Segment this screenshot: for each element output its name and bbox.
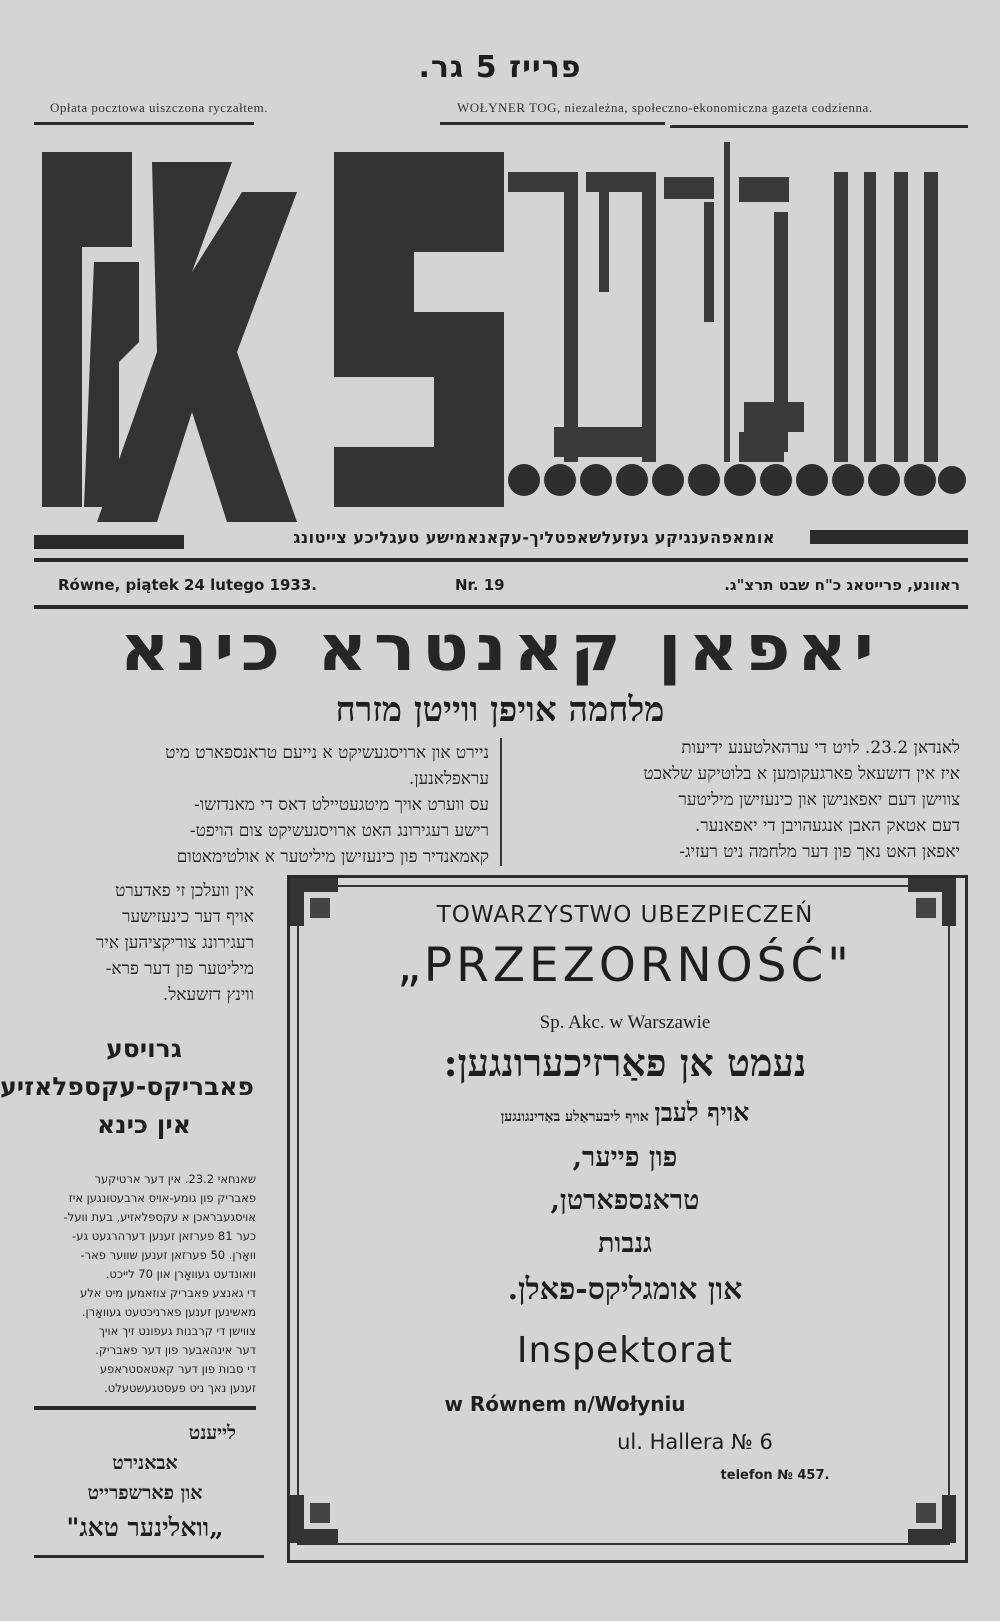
ad-street: ul. Hallera № 6 <box>617 1430 773 1454</box>
ad-yiddish-5: גנבות <box>597 1228 653 1259</box>
article-line: עס ווערט אויך מיטגעטיילט דאס די מאנדזשו- <box>194 795 489 815</box>
article-line: מיליטער פון דער פרא- <box>105 959 254 979</box>
article-line: רעגירונג צוריקציהען איר <box>96 933 254 953</box>
ad-phone: telefon № 457. <box>720 1468 830 1483</box>
ad-yiddish-1: נעמט אן פאַרזיכערונגען: <box>443 1040 807 1085</box>
tagline: WOŁYNER TOG, niezależna, społeczno-ekonomiczna gazeta codzienna. <box>457 100 873 115</box>
masthead-logo <box>34 142 968 522</box>
promo-line: „וואלינער טאג" <box>66 1513 224 1542</box>
ad-city: w Równem n/Wołyniu <box>444 1392 686 1416</box>
subheadline: מלחמה אויפן ווייטן מזרח <box>335 690 665 730</box>
headline: יאפאן קאנטרא כינא <box>119 612 881 686</box>
article-line: אין וועלכן זי פאדערט <box>115 881 254 901</box>
ornament-bar <box>34 535 184 549</box>
corner-ornament-icon <box>290 1495 338 1543</box>
side-news-line: מאשינען זענען פארניכטעט געוואָרן. <box>81 1305 256 1319</box>
side-news-title: גרויסע פאבריקס-עקספלאזיע אין כינא <box>0 1034 254 1139</box>
side-news-line: צווישן די קרבנות געפונט זיך אויך <box>98 1324 256 1338</box>
ad-yiddish-3: פון פייער, <box>572 1142 678 1173</box>
article-left-column <box>34 740 489 870</box>
subtitle: אומאפהענגיקע געזעלשאפטליך-עקאנאמישע טעגליכע צייטונג <box>293 528 775 547</box>
rule <box>34 605 968 609</box>
price-label: פרייז 5 גר. <box>418 50 582 85</box>
side-news-line: דער אינהאבער פון דער פאבריק. <box>95 1343 256 1357</box>
article-line: איז אין דזשעאל פארגעקומען א בלוטיקע שלאכט <box>643 764 960 784</box>
rule <box>440 122 665 125</box>
article-line: רישע רעגירונג האט ארויסגעשיקט צום הויפט- <box>189 821 489 841</box>
promo-line: אבאנירט <box>112 1452 178 1474</box>
article-continuation <box>34 878 254 1008</box>
column-divider <box>500 738 502 866</box>
article-line: דעם אטאק האבן אנגעהויבן די יאפאנער. <box>694 816 960 836</box>
side-news-body <box>34 1170 256 1398</box>
rule <box>34 1406 256 1410</box>
ad-yiddish-2 <box>310 1098 940 1128</box>
ad-yiddish-6: און אומגליקס-פאלן. <box>507 1272 743 1307</box>
side-news-line: זענען נאך ניט פעסטגעשטעלט. <box>104 1381 256 1395</box>
article-line: אויף דער כינעזישער <box>122 907 254 927</box>
promo-line: און פארשפרייט <box>87 1482 203 1504</box>
ornament-bar <box>810 530 968 544</box>
article-line: ווינץ דזשעאל. <box>162 985 254 1005</box>
promo-line: לייענט <box>188 1422 236 1444</box>
article-line: צווישן דעם יאפאנישן און כינעזישן מיליטער <box>678 790 960 810</box>
article-line: יאפאן האט נאך פון דער מלחמה ניט רעזיג- <box>679 842 960 862</box>
side-news-line: וואָרן. 50 פערזאן זענען שווער פאר- <box>80 1248 256 1262</box>
ad-terms: אויף ליבעראַלע באַדינגונגען <box>500 1109 649 1125</box>
article-line: קאמאנדיר פון כינעזישן מיליטער א אולטימאטום <box>176 847 489 867</box>
rule <box>34 558 968 562</box>
side-news-line: אויסגעבראכן א עקספלאזיע, בעת וועל- <box>63 1210 256 1224</box>
rule <box>34 1555 264 1558</box>
corner-ornament-icon <box>908 1495 956 1543</box>
ad-sub: Sp. Akc. w Warszawie <box>539 1012 711 1033</box>
ad-name: „PRZEZORNOŚĆ" <box>397 938 853 993</box>
side-news-line: וואונדעט געוואָרן און 70 לייכט. <box>105 1267 256 1281</box>
side-news-line: שאנחאי 23.2. אין דער ארטיקער <box>94 1172 256 1186</box>
article-right-column <box>500 735 960 865</box>
ad-life-label: אויף לעבן <box>654 1098 750 1127</box>
article-line: עראפלאנען. <box>408 769 489 789</box>
date-polish: Równe, piątek 24 lutego 1933. <box>58 576 317 594</box>
ad-inspektorat: Inspektorat <box>516 1330 734 1371</box>
article-line: ניירט און ארויסגעשיקט א נייעם טראנספארט מיט <box>165 743 489 763</box>
side-news-line: פאבריק פון גומע-אויס ארבעטונגען איז <box>68 1191 256 1205</box>
article-line: לאנדאן 23.2. לויט די ערהאלטענע ידיעות <box>681 738 960 758</box>
ad-company: TOWARZYSTWO UBEZPIECZEŃ <box>436 902 814 928</box>
rule <box>34 122 254 125</box>
promo-block <box>34 1418 256 1548</box>
side-news-line: די גאנצע פאבריק צוזאמען מיט אלע <box>80 1286 256 1300</box>
date-hebrew: ראוונע, פרייטאג כ"ח שבט תרצ"ג. <box>724 576 960 594</box>
issue-number: Nr. 19 <box>455 576 505 594</box>
rule <box>670 125 968 128</box>
side-news-line: די סבות פון דער קאטאסטראפע <box>99 1362 256 1376</box>
ad-yiddish-4: טראנספארטן, <box>550 1185 700 1216</box>
side-news-line: כער 81 פערזאן זענען דערהרגעט גע- <box>72 1229 256 1243</box>
postal-note: Opłata pocztowa uiszczona ryczałtem. <box>50 100 268 115</box>
